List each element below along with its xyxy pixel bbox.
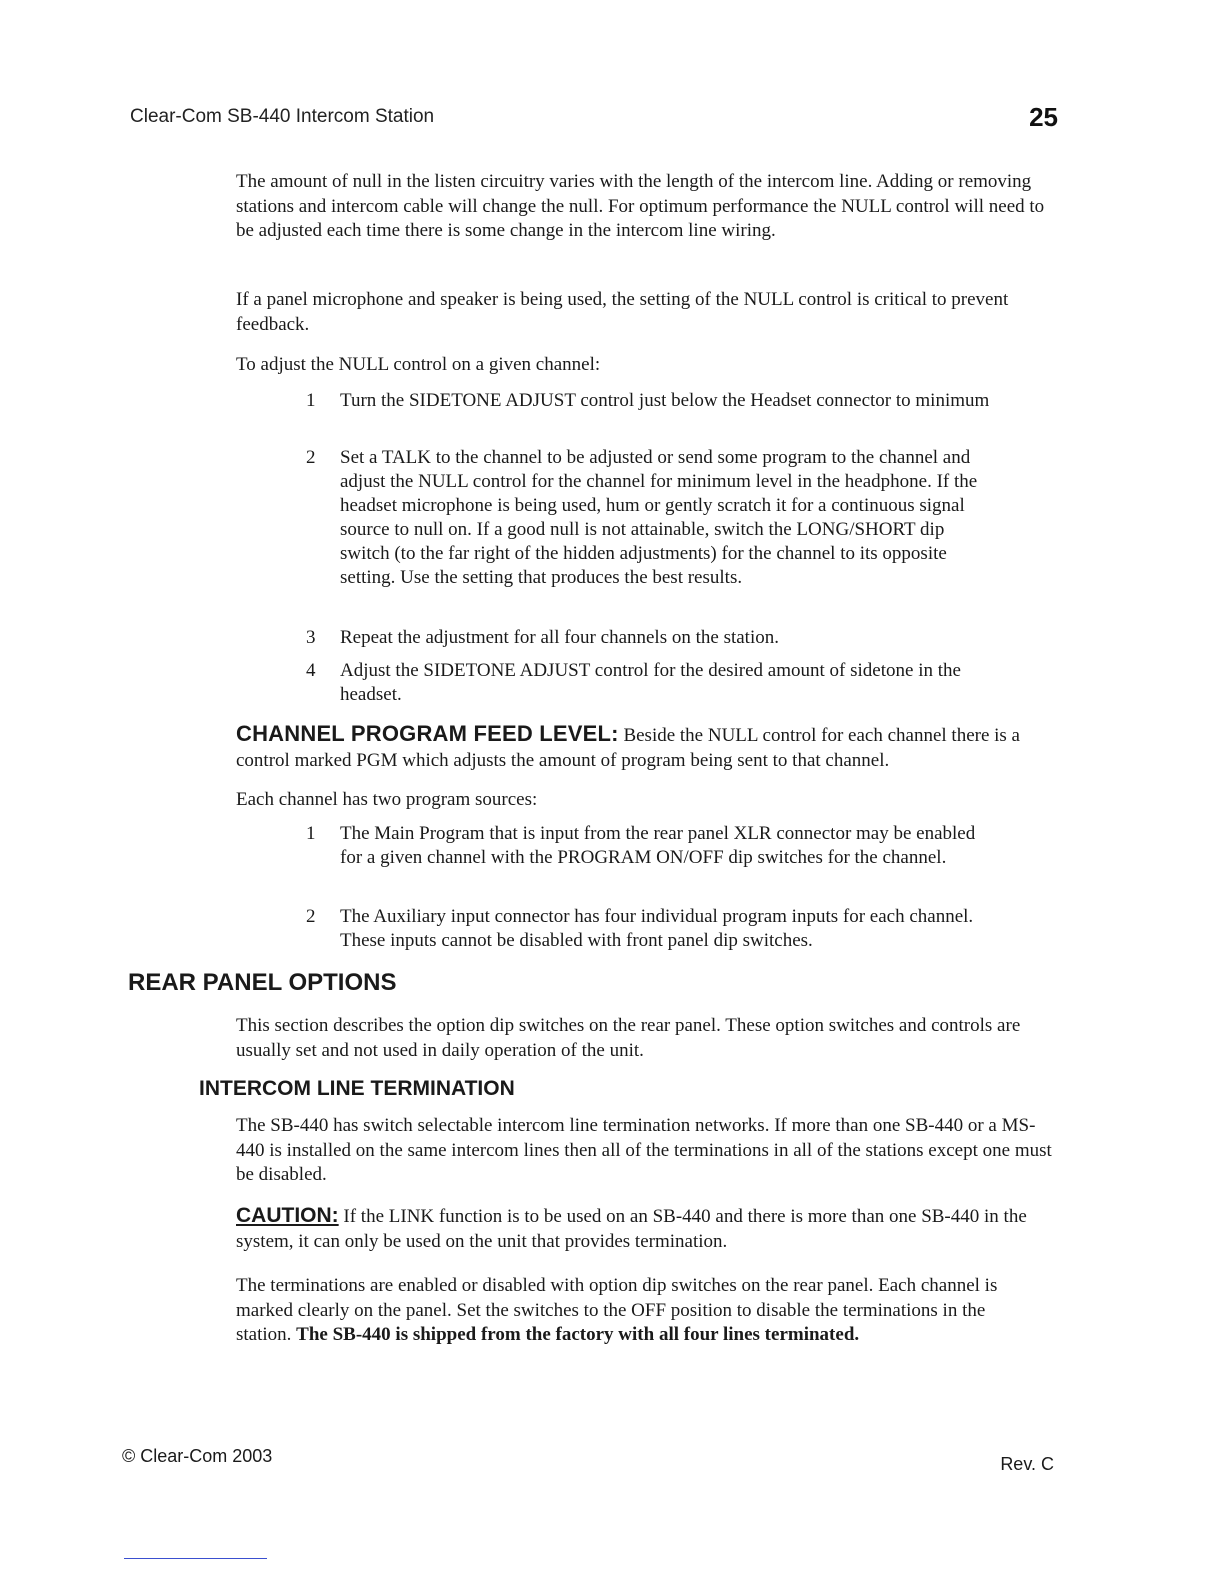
factory-default-note: The SB-440 is shipped from the factory with all four lines terminated. xyxy=(296,1324,860,1345)
termination-text: The terminations are enabled or disabled with option dip switches on the rear panel. Each channel is marked clearly on the panel. Set the switches to the OFF position to disable the terminations in the station. xyxy=(236,1275,998,1345)
list-item-text: Turn the SIDETONE ADJUST control just below the Headset connector to minimum xyxy=(340,390,990,411)
intro-paragraph-2: If a panel microphone and speaker is being used, the setting of the NULL control is critical to prevent feedback. xyxy=(236,289,1009,335)
caution-text: If the LINK function is to be used on an SB-440 and there is more than one SB-440 in the system, it can only be used on the unit that provides termination. xyxy=(236,1206,1027,1252)
rear-panel-paragraph: This section describes the option dip switches on the rear panel. These option switches and controls are usually set and not used in daily operation of the unit. xyxy=(236,1015,1021,1061)
list-item-number: 1 xyxy=(306,390,316,411)
page-number: 25 xyxy=(1029,102,1058,132)
footer-copyright: © Clear-Com 2003 xyxy=(122,1446,273,1466)
list-item-text: Set a TALK to the channel to be adjusted or send some program to the channel and adjust the NULL control for the channel for minimum level in the headphone. If the headset microphone is being used, hum or gently scratch it for a continuous signal source to null on. If a good null is not attainable, switch the LONG/SHORT dip switch (to the far right of the hidden adjustments) for the channel to its opposite setting. Use the setting that produces the best results. xyxy=(340,447,978,588)
list-item-number: 2 xyxy=(306,447,316,468)
program-sources-intro: Each channel has two program sources: xyxy=(236,789,538,810)
list-item-number: 1 xyxy=(306,823,316,844)
list-item-text: Adjust the SIDETONE ADJUST control for the desired amount of sidetone in the headset. xyxy=(340,660,961,705)
list-item-text: Repeat the adjustment for all four channels on the station. xyxy=(340,627,779,648)
intro-paragraph-1: The amount of null in the listen circuitry varies with the length of the intercom line. Adding or removing stations and intercom cable will change the null. For optimum performance the NULL control will need to be adjusted each time there is some change in the intercom line wiring. xyxy=(236,171,1045,241)
caution-label: CAUTION: xyxy=(236,1204,339,1227)
program-feed-paragraph xyxy=(236,722,1056,773)
list-item-number: 3 xyxy=(306,627,316,648)
section-heading-rear-panel: REAR PANEL OPTIONS xyxy=(128,969,397,996)
program-feed-heading: CHANNEL PROGRAM FEED LEVEL: xyxy=(236,721,619,746)
footer-revision: Rev. C xyxy=(1000,1454,1054,1474)
list-item-number: 2 xyxy=(306,906,316,927)
caution-paragraph xyxy=(236,1204,1056,1254)
list-item-text: The Main Program that is input from the rear panel XLR connector may be enabled for a given channel with the PROGRAM ON/OFF dip switches for the channel. xyxy=(340,823,976,868)
footer-rule xyxy=(124,1558,267,1559)
termination-paragraph-3 xyxy=(236,1274,1026,1348)
running-header-title: Clear-Com SB-440 Intercom Station xyxy=(130,106,435,127)
subsection-heading-termination: INTERCOM LINE TERMINATION xyxy=(199,1077,515,1100)
list-item-text: The Auxiliary input connector has four individual program inputs for each channel. These inputs cannot be disabled with front panel dip switches. xyxy=(340,906,974,951)
program-feed-text: Beside the NULL control for each channel there is a control marked PGM which adjusts the amount of program being sent to that channel. xyxy=(236,725,1020,771)
intro-paragraph-3: To adjust the NULL control on a given channel: xyxy=(236,354,601,375)
termination-paragraph-1: The SB-440 has switch selectable intercom line termination networks. If more than one SB-440 or a MS-440 is installed on the same intercom lines then all of the terminations in all of the stations except one must be disabled. xyxy=(236,1115,1052,1185)
list-item-number: 4 xyxy=(306,660,316,681)
